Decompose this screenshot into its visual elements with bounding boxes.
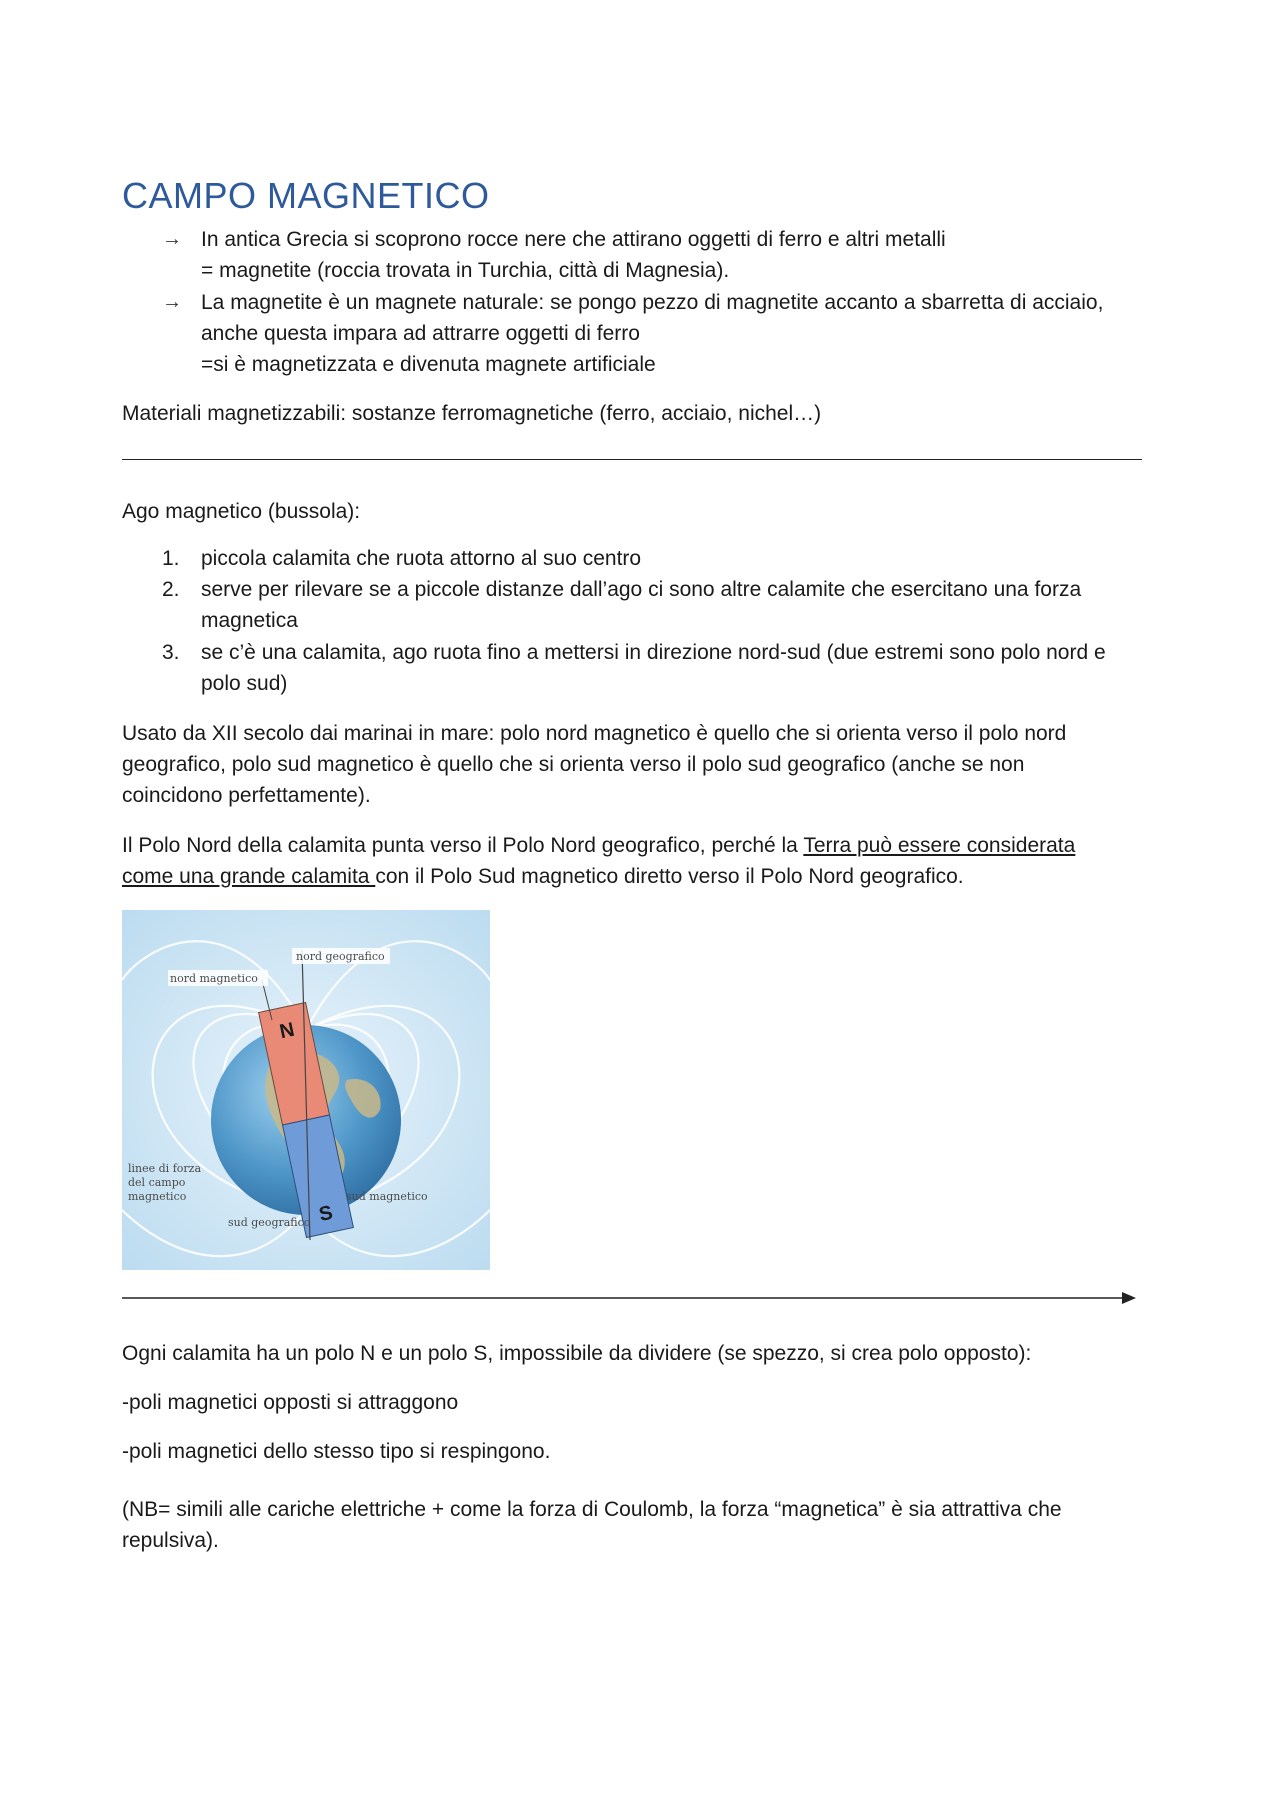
list-number: 1. (162, 547, 180, 570)
paragraph-text: Il Polo Nord della calamita punta verso il Polo Nord geografico, perché la (122, 834, 804, 857)
page-title: CAMPO MAGNETICO (122, 175, 490, 216)
list-item-line: magnetica (201, 609, 298, 632)
intro-bullet-line: La magnetite è un magnete naturale: se pongo pezzo di magnetite accanto a sbarretta di acciaio, (201, 291, 1104, 314)
list-item-line: se c’è una calamita, ago ruota fino a mettersi in direzione nord-sud (due estremi sono polo nord e (201, 641, 1106, 664)
pole-paragraph (122, 830, 1202, 892)
list-item-line: serve per rilevare se a piccole distanze dall’ago ci sono altre calamite che esercitano una forza (201, 578, 1082, 601)
poles-rule-repel: -poli magnetici dello stesso tipo si respingono. (122, 1440, 551, 1463)
label-linee-forza-1: linee di forza (128, 1162, 201, 1175)
arrow-bullet-icon: → (162, 228, 182, 250)
compass-heading: Ago magnetico (bussola): (122, 500, 361, 523)
poles-intro: Ogni calamita ha un polo N e un polo S, impossibile da dividere (se spezzo, si crea polo opposto): (122, 1342, 1032, 1365)
label-linee-forza-2: del campo (128, 1176, 186, 1189)
paragraph-line: repulsiva). (122, 1529, 219, 1552)
underlined-text: Terra può essere considerata (803, 834, 1076, 857)
section-divider (122, 459, 1142, 460)
earth-magnet-figure (122, 910, 490, 1270)
list-number: 2. (162, 578, 180, 601)
list-item-line: polo sud) (201, 672, 288, 695)
label-sud-geografico: sud geografico (228, 1216, 311, 1229)
paragraph-text: con il Polo Sud magnetico diretto verso il Polo Nord geografico. (375, 865, 964, 888)
list-number: 3. (162, 641, 180, 664)
intro-bullet-line: = magnetite (roccia trovata in Turchia, città di Magnesia). (201, 259, 730, 282)
paragraph-line: (NB= simili alle cariche elettriche + come la forza di Coulomb, la forza “magnetica” è sia attrattiva che (122, 1498, 1062, 1521)
magnet-n-label: N (277, 1018, 297, 1044)
label-linee-forza-3: magnetico (128, 1190, 187, 1203)
intro-bullet-line: anche questa impara ad attrarre oggetti di ferro (201, 322, 640, 345)
arrow-bullet-icon: → (162, 291, 182, 313)
label-sud-magnetico: sud magnetico (346, 1190, 428, 1203)
poles-rule-attract: -poli magnetici opposti si attraggono (122, 1391, 459, 1414)
arrowhead-icon (1122, 1292, 1136, 1304)
label-nord-geografico: nord geografico (296, 950, 385, 963)
arrow-divider (122, 1290, 1138, 1306)
paragraph-line: geografico, polo sud magnetico è quello che si orienta verso il polo sud geografico (anche se non (122, 753, 1025, 776)
list-item-line: piccola calamita che ruota attorno al suo centro (201, 547, 642, 570)
paragraph-line: Usato da XII secolo dai marinai in mare: polo nord magnetico è quello che si orienta verso il polo nord (122, 722, 1067, 745)
underlined-text: come una grande calamita (122, 865, 376, 888)
paragraph-line: coincidono perfettamente). (122, 784, 371, 807)
materials-paragraph: Materiali magnetizzabili: sostanze ferromagnetiche (ferro, acciaio, nichel…) (122, 402, 822, 425)
nb-paragraph (122, 1494, 1202, 1556)
magnet-s-label: S (317, 1201, 335, 1227)
usage-paragraph (122, 718, 1182, 811)
intro-bullet-line: In antica Grecia si scoprono rocce nere che attirano oggetti di ferro e altri metalli (201, 228, 946, 251)
label-nord-magnetico: nord magnetico (170, 972, 258, 985)
intro-bullet-line: =si è magnetizzata e divenuta magnete artificiale (201, 353, 656, 376)
